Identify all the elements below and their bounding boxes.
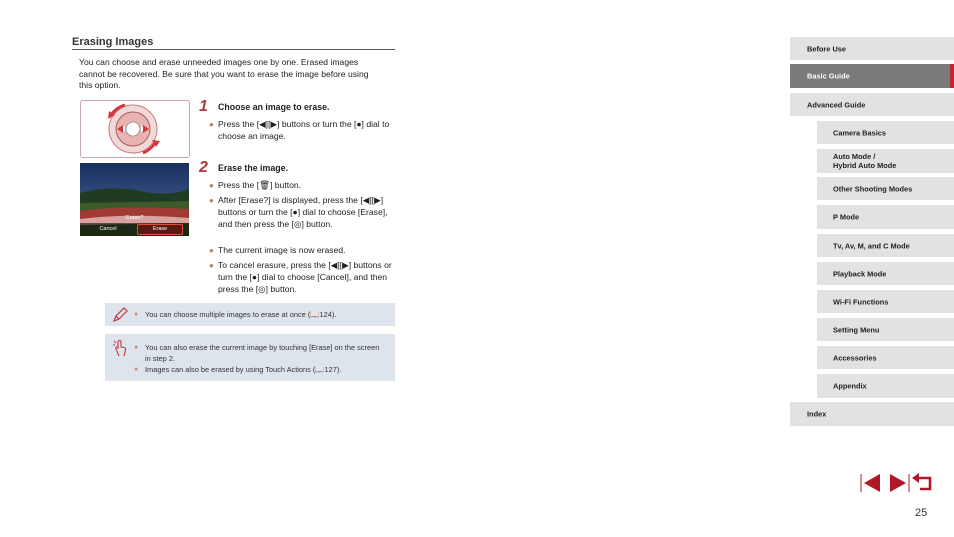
pencil-icon xyxy=(111,306,129,324)
sidebar-item-index[interactable]: Index xyxy=(790,402,954,426)
step-bullet: ● Press the [◀][▶] buttons or turn the [●] dial to choose an image. xyxy=(209,119,390,141)
page-number: 25 xyxy=(915,507,928,519)
title-divider xyxy=(72,49,395,50)
section-title: Erasing Images xyxy=(72,36,154,48)
camera-screen-illustration xyxy=(80,163,189,236)
bullet-icon: ● xyxy=(134,311,139,318)
sidebar-item-tv-av-m-c-mode[interactable]: Tv, Av, M, and C Mode xyxy=(817,234,954,257)
sidebar-item-camera-basics[interactable]: Camera Basics xyxy=(817,121,954,144)
next-page-button[interactable] xyxy=(886,472,910,494)
step-title: Choose an image to erase. xyxy=(218,102,330,112)
step-number: 2 xyxy=(199,159,208,176)
bullet-icon: ● xyxy=(209,120,214,129)
prev-page-button[interactable] xyxy=(860,472,884,494)
erase-option: Erase xyxy=(137,224,183,235)
sidebar-item-basic-guide[interactable]: Basic Guide xyxy=(790,64,954,88)
bullet-icon: ● xyxy=(134,344,139,351)
active-section-marker xyxy=(950,64,954,88)
sidebar-item-playback-mode[interactable]: Playback Mode xyxy=(817,262,954,285)
step-bullet: ● Press the [🗑] button. xyxy=(209,180,302,190)
touch-text: You can also erase the current image by touching [Erase] on the screen in step 2. xyxy=(145,343,380,363)
sidebar-item-wifi-functions[interactable]: Wi-Fi Functions xyxy=(817,290,954,313)
touch-note xyxy=(105,334,395,381)
intro-paragraph: You can choose and erase unneeded images one by one. Erased images cannot be recovered. Be sure that you want to erase the image before using this option. xyxy=(79,57,369,90)
next-page-icon xyxy=(886,472,910,494)
sidebar-item-before-use[interactable]: Before Use xyxy=(790,37,954,60)
step-bullet: ● The current image is now erased. xyxy=(209,245,346,255)
sidebar-item-p-mode[interactable]: P Mode xyxy=(817,205,954,229)
erase-prompt: Erase? xyxy=(126,215,144,221)
bullet-icon: ● xyxy=(134,366,139,373)
bullet-icon: ● xyxy=(209,181,214,190)
touch-text: Images can also be erased by using Touch Actions (📖127). xyxy=(145,365,342,374)
memo-text: You can choose multiple images to erase at once (📖124). xyxy=(145,310,337,319)
step-bullet: ● To cancel erasure, press the [◀][▶] buttons or turn the [●] dial to choose [Cancel], and then press the [◎] button. xyxy=(209,260,392,294)
control-dial-illustration xyxy=(80,100,190,158)
sidebar-item-advanced-guide[interactable]: Advanced Guide xyxy=(790,93,954,116)
cancel-option: Cancel xyxy=(99,226,117,232)
bullet-icon: ● xyxy=(209,196,214,205)
bullet-icon: ● xyxy=(209,261,214,270)
step-title: Erase the image. xyxy=(218,163,288,173)
step-number: 1 xyxy=(199,98,208,115)
sidebar-item-other-shooting-modes[interactable]: Other Shooting Modes xyxy=(817,177,954,200)
sidebar-item-setting-menu[interactable]: Setting Menu xyxy=(817,318,954,341)
sidebar-item-appendix[interactable]: Appendix xyxy=(817,374,954,398)
sidebar-item-auto-mode[interactable]: Auto Mode / Hybrid Auto Mode xyxy=(817,149,954,173)
return-icon xyxy=(911,472,935,494)
control-dial-icon xyxy=(81,101,189,157)
touch-hand-icon xyxy=(111,338,129,358)
sidebar-item-accessories[interactable]: Accessories xyxy=(817,346,954,369)
step-bullet: ● After [Erase?] is displayed, press the [◀][▶] buttons or turn the [●] dial to choose [Erase], and then press the [◎] button. xyxy=(209,195,388,229)
return-button[interactable] xyxy=(911,472,935,494)
memo-note xyxy=(105,303,395,326)
bullet-icon: ● xyxy=(209,246,214,255)
prev-page-icon xyxy=(860,472,884,494)
